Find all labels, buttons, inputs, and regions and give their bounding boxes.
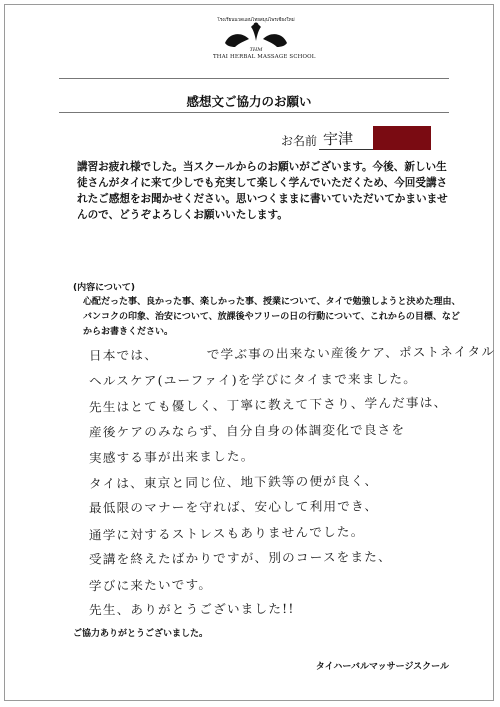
elephant-logo-icon bbox=[221, 19, 291, 53]
header-rule-bottom bbox=[59, 112, 449, 113]
handwritten-line: 日本では、 で学ぶ事の出来ない産後ケア、ポストネイタル bbox=[88, 343, 496, 363]
name-label: お名前 bbox=[281, 134, 318, 148]
handwritten-line: 通学に対するストレスもありませんでした。 bbox=[88, 523, 365, 543]
handwritten-line: 実感する事が出来ました。 bbox=[88, 448, 255, 466]
questionnaire-sheet bbox=[4, 4, 494, 701]
logo-initials: THM bbox=[249, 47, 263, 53]
closing-thanks: ご協力ありがとうございました。 bbox=[73, 629, 209, 639]
school-name: タイハーバルマッサージスクール bbox=[315, 662, 449, 672]
header-rule-top bbox=[59, 78, 449, 79]
redaction-block bbox=[373, 126, 431, 150]
school-logo bbox=[213, 18, 316, 69]
logo-thai-text: โรงเรียนนวดแผนไทยสมุนไพรเชียงใหม่ bbox=[217, 18, 295, 23]
handwritten-response bbox=[88, 343, 496, 624]
handwritten-line: 学びに来たいです。 bbox=[88, 576, 213, 593]
handwritten-line: タイは、東京と同じ位、地下鉄等の便が良く、 bbox=[88, 472, 379, 491]
handwritten-line: ヘルスケア(ユーファイ)を学びにタイまで来ました。 bbox=[88, 370, 418, 388]
page-title: 感想文ご協力のお願い bbox=[186, 94, 312, 109]
handwritten-line: 最低限のマナーを守れば、安心して利用でき、 bbox=[88, 498, 379, 516]
handwritten-line: 先生はとても優しく、丁寧に教えて下さり、学んだ事は、 bbox=[88, 394, 448, 415]
handwritten-line: 受講を終えたばかりですが、別のコースをまた、 bbox=[88, 549, 392, 567]
handwritten-line: 先生、ありがとうございました!! bbox=[88, 600, 295, 618]
section-title: (内容について) bbox=[73, 283, 136, 293]
intro-text bbox=[77, 159, 457, 223]
section-description: 心配だった事、良かった事、楽しかった事、授業について、タイで勉強しようと決めた理由、バンコクの印象、治安について、放課後やフリーの日の行動について、これからの目標、などからお書きください。 bbox=[83, 297, 461, 337]
handwritten-line: 産後ケアのみならず、自分自身の体調変化で良さを bbox=[88, 421, 406, 440]
logo-caption: THAI HERBAL MASSAGE SCHOOL bbox=[213, 54, 316, 60]
intro-paragraph: 講習お疲れ様でした。当スクールからのお願いがございます。今後、新しい生徒さんがタイに来て少しでも充実して楽しく学んでいただくため、今回受講されたご感想をお聞かせください。思いつくままに書いていただいてかまいませんので、どうぞよろしくお願いいたします。 bbox=[77, 161, 448, 221]
name-handwritten: 宇津 bbox=[322, 129, 354, 149]
